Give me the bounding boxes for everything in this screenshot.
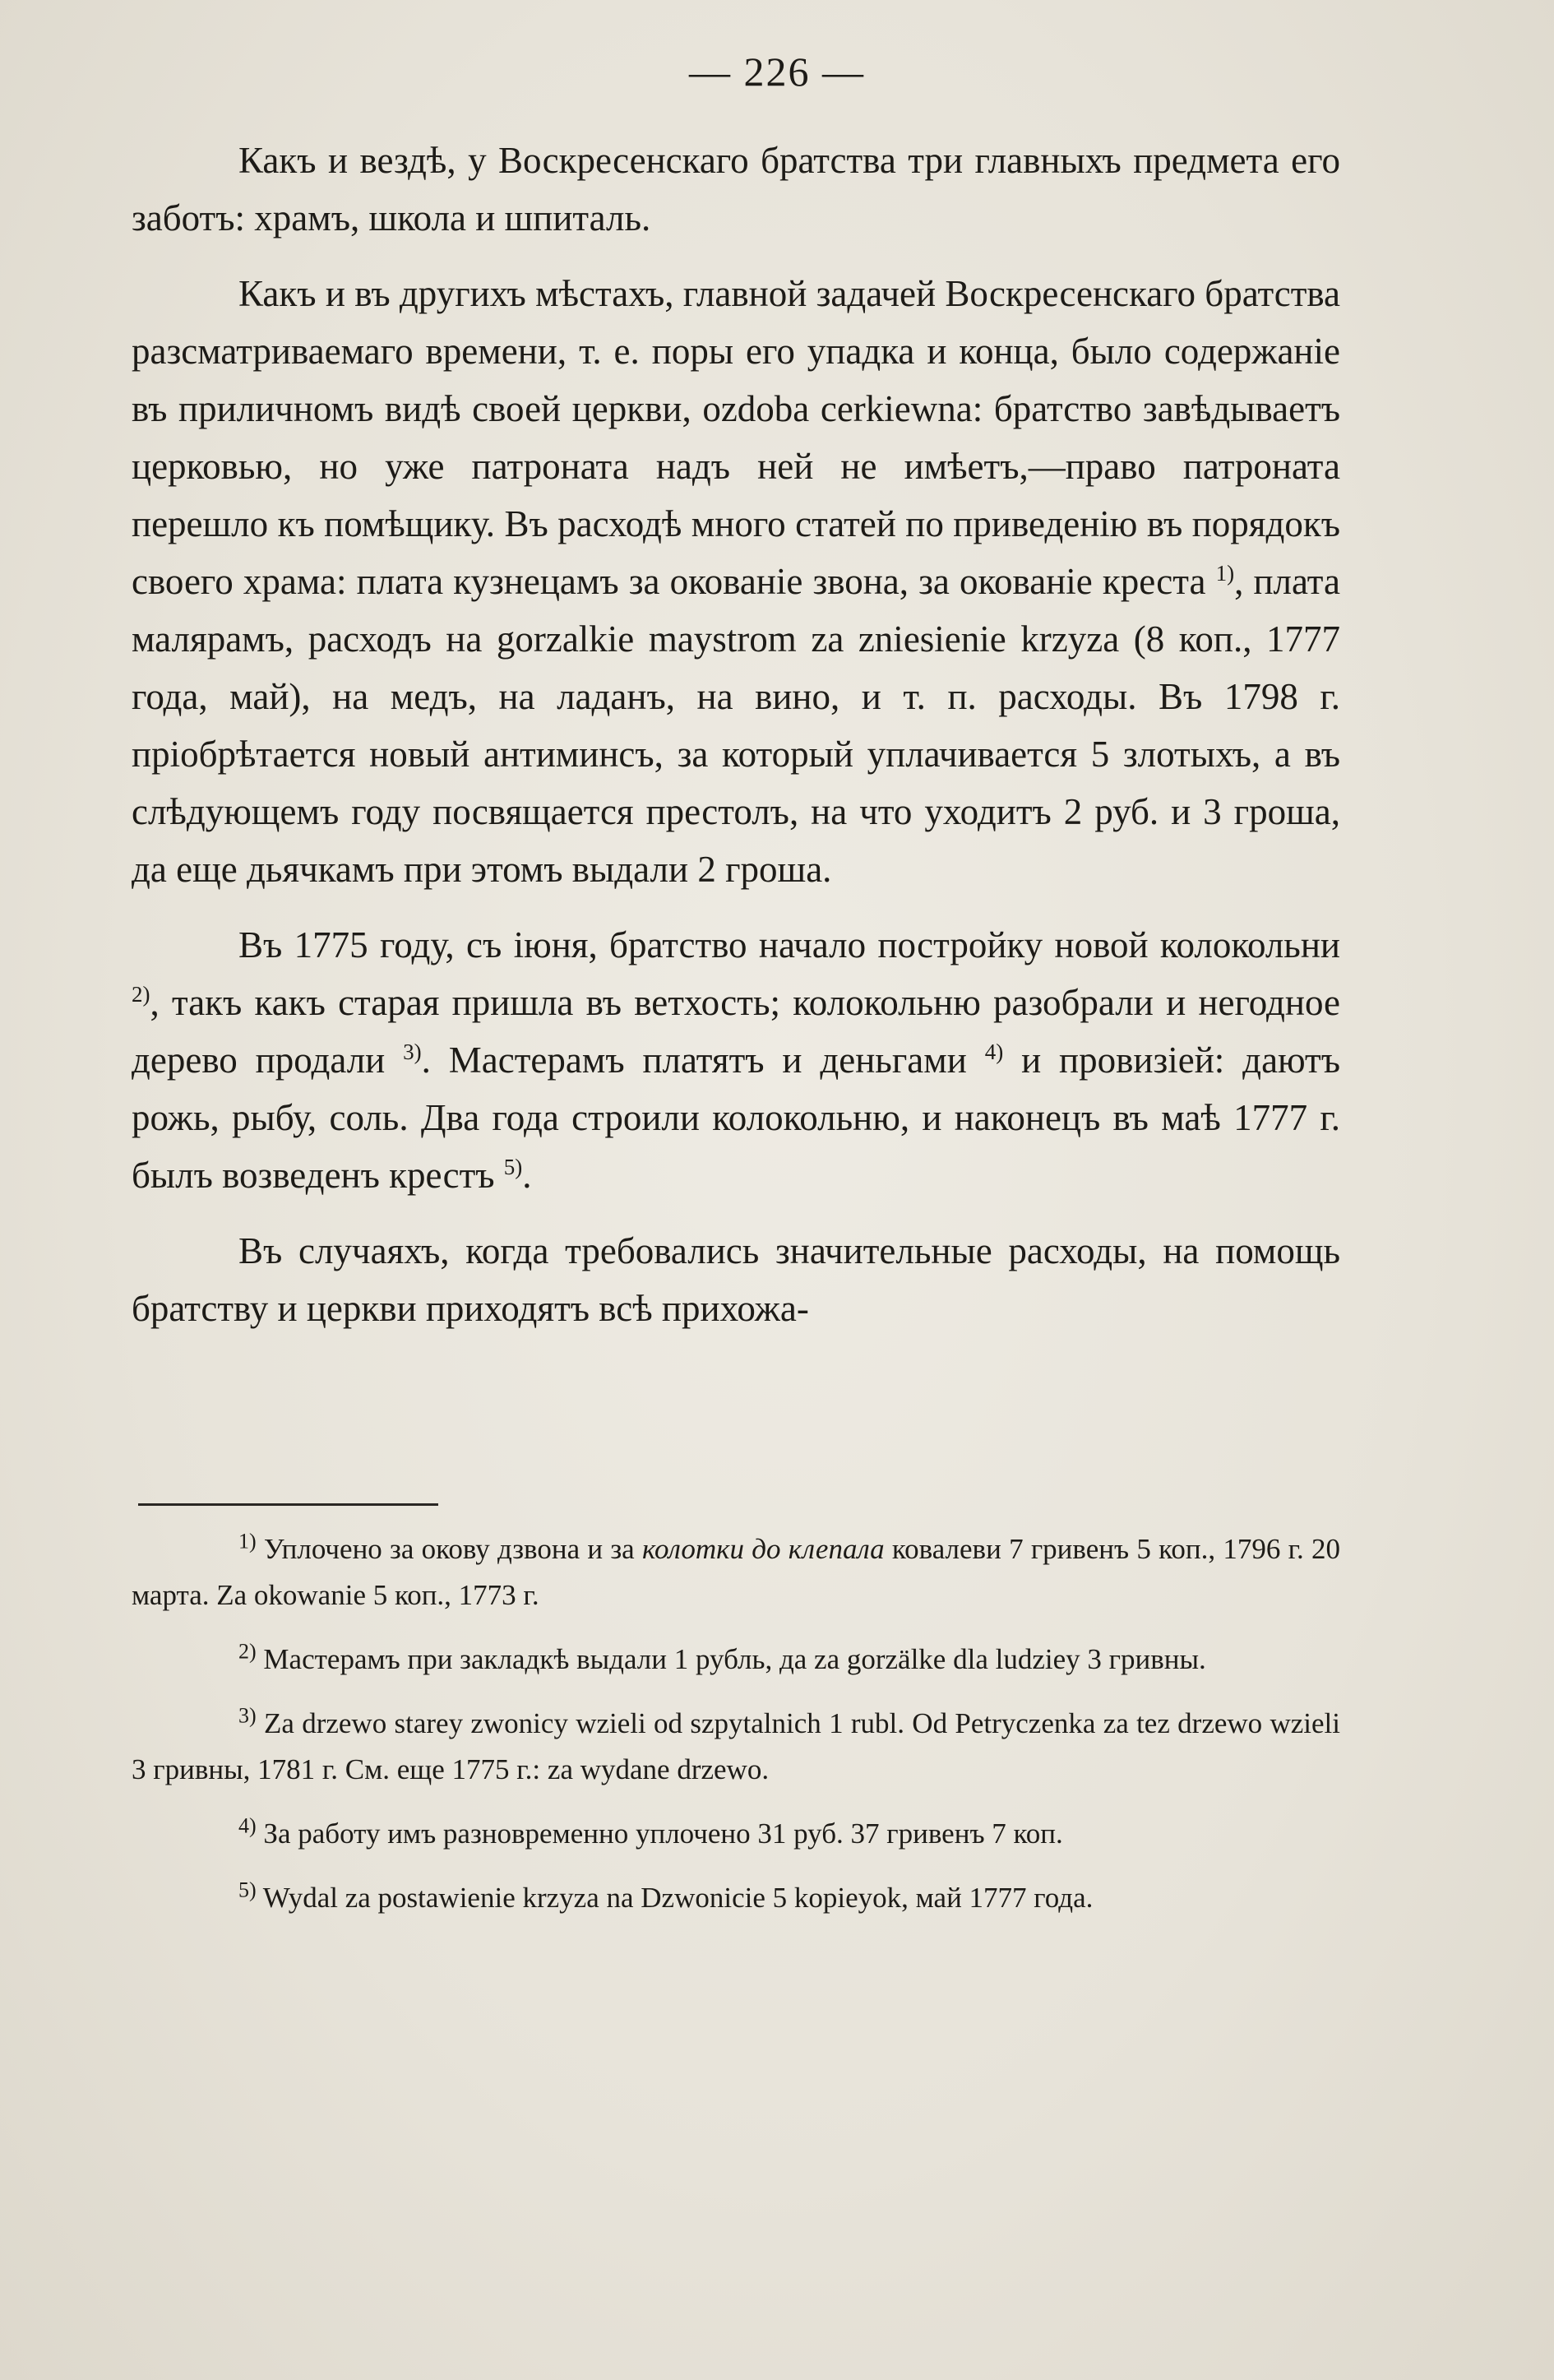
paragraph bbox=[132, 1222, 1340, 1337]
paragraph-text: Какъ и въ другихъ мѣстахъ, главной задачей Воскресенскаго братства разсматриваемаго времени, т. е. поры его упадка и конца, было содержаніе въ приличномъ видѣ своей церкви, ozdoba cerkiewna: братство завѣдываетъ церковью, но уже патроната надъ ней не имѣетъ,—право патроната перешло къ помѣщику. Въ расходѣ много статей по приведенію въ порядокъ своего храма: плата кузнецамъ за окованіе звона, за окованіе креста bbox=[132, 273, 1340, 602]
footnote bbox=[132, 1875, 1340, 1921]
footnote bbox=[132, 1526, 1340, 1618]
footnote-reference[interactable]: 5) bbox=[503, 1155, 523, 1179]
footnote-text: Za drzewo starey zwonicy wzieli od szpytalnich 1 rubl. Od Petryczenka za tez drzewo wzieli 3 гривны, 1781 г. См. еще 1775 г.: za wydane drzewo. bbox=[132, 1707, 1340, 1785]
paragraph bbox=[132, 265, 1340, 898]
footnote-text: ковалеви 7 гривенъ 5 коп., 1796 г. 20 марта. Za okowanie 5 коп., 1773 г. bbox=[132, 1533, 1341, 1611]
footnote-mark: 1) bbox=[238, 1529, 257, 1553]
footnote-reference[interactable]: 4) bbox=[984, 1040, 1004, 1064]
footnote bbox=[132, 1811, 1340, 1857]
paragraph-text: Въ 1775 году, съ іюня, братство начало постройку новой колокольни bbox=[238, 924, 1340, 965]
main-text bbox=[132, 132, 1340, 1355]
footnote-text: Уплочено за окову дзвона и за bbox=[256, 1533, 642, 1565]
footnote-mark: 5) bbox=[238, 1878, 257, 1902]
footnotes bbox=[132, 1526, 1340, 1939]
footnote-mark: 2) bbox=[238, 1639, 257, 1664]
footnote-text: Wydal za postawienie krzyza na Dzwonicie 5 kopieyok, май 1777 года. bbox=[256, 1882, 1094, 1914]
paragraph-text: Въ случаяхъ, когда требовались значительные расходы, на помощь братству и церкви приходятъ всѣ прихожа- bbox=[132, 1230, 1340, 1329]
footnote-mark: 4) bbox=[238, 1813, 257, 1838]
footnote-separator bbox=[138, 1503, 438, 1506]
paragraph-text: , такъ какъ старая пришла въ ветхость; колокольню разобрали и негодное дерево продали bbox=[132, 982, 1340, 1081]
footnote-text: Мастерамъ при закладкѣ выдали 1 рубль, да za gorzälke dla ludziey 3 гривны. bbox=[256, 1643, 1206, 1675]
paragraph-text: и провизіей: даютъ рожь, рыбу, соль. Два года строили колокольню, и наконецъ въ маѣ 1777 г. былъ возведенъ крестъ bbox=[132, 1040, 1340, 1196]
paragraph-text: . Мастерамъ платятъ и деньгами bbox=[421, 1040, 985, 1081]
paragraph-text: . bbox=[522, 1155, 532, 1196]
footnote bbox=[132, 1637, 1340, 1683]
paragraph-text: Какъ и вездѣ, у Воскресенскаго братства три главныхъ предмета его заботъ: храмъ, школа и шпиталь. bbox=[132, 140, 1340, 238]
paragraph bbox=[132, 132, 1340, 247]
footnote-text: За работу имъ разновременно уплочено 31 руб. 37 гривенъ 7 коп. bbox=[256, 1817, 1063, 1850]
footnote-reference[interactable]: 1) bbox=[1215, 561, 1235, 586]
footnote-text: колотки до клепала bbox=[641, 1533, 885, 1565]
paragraph-text: , плата малярамъ, расходъ на gorzalkie maystrom za zniesienie krzyza (8 коп., 1777 года, май), на медъ, на ладанъ, на вино, и т. п. расходы. Въ 1798 г. пріобрѣтается новый антиминсъ, за который уплачивается 5 злотыхъ, а въ слѣдующемъ году посвящается престолъ, на что уходитъ 2 руб. и 3 гроша, да еще дьячкамъ при этомъ выдали 2 гроша. bbox=[132, 561, 1340, 890]
paragraph bbox=[132, 916, 1340, 1204]
page-number: — 226 — bbox=[689, 49, 865, 95]
footnote bbox=[132, 1701, 1340, 1793]
footnote-mark: 3) bbox=[238, 1703, 257, 1728]
footnote-reference[interactable]: 2) bbox=[132, 982, 150, 1007]
footnote-reference[interactable]: 3) bbox=[403, 1040, 422, 1064]
